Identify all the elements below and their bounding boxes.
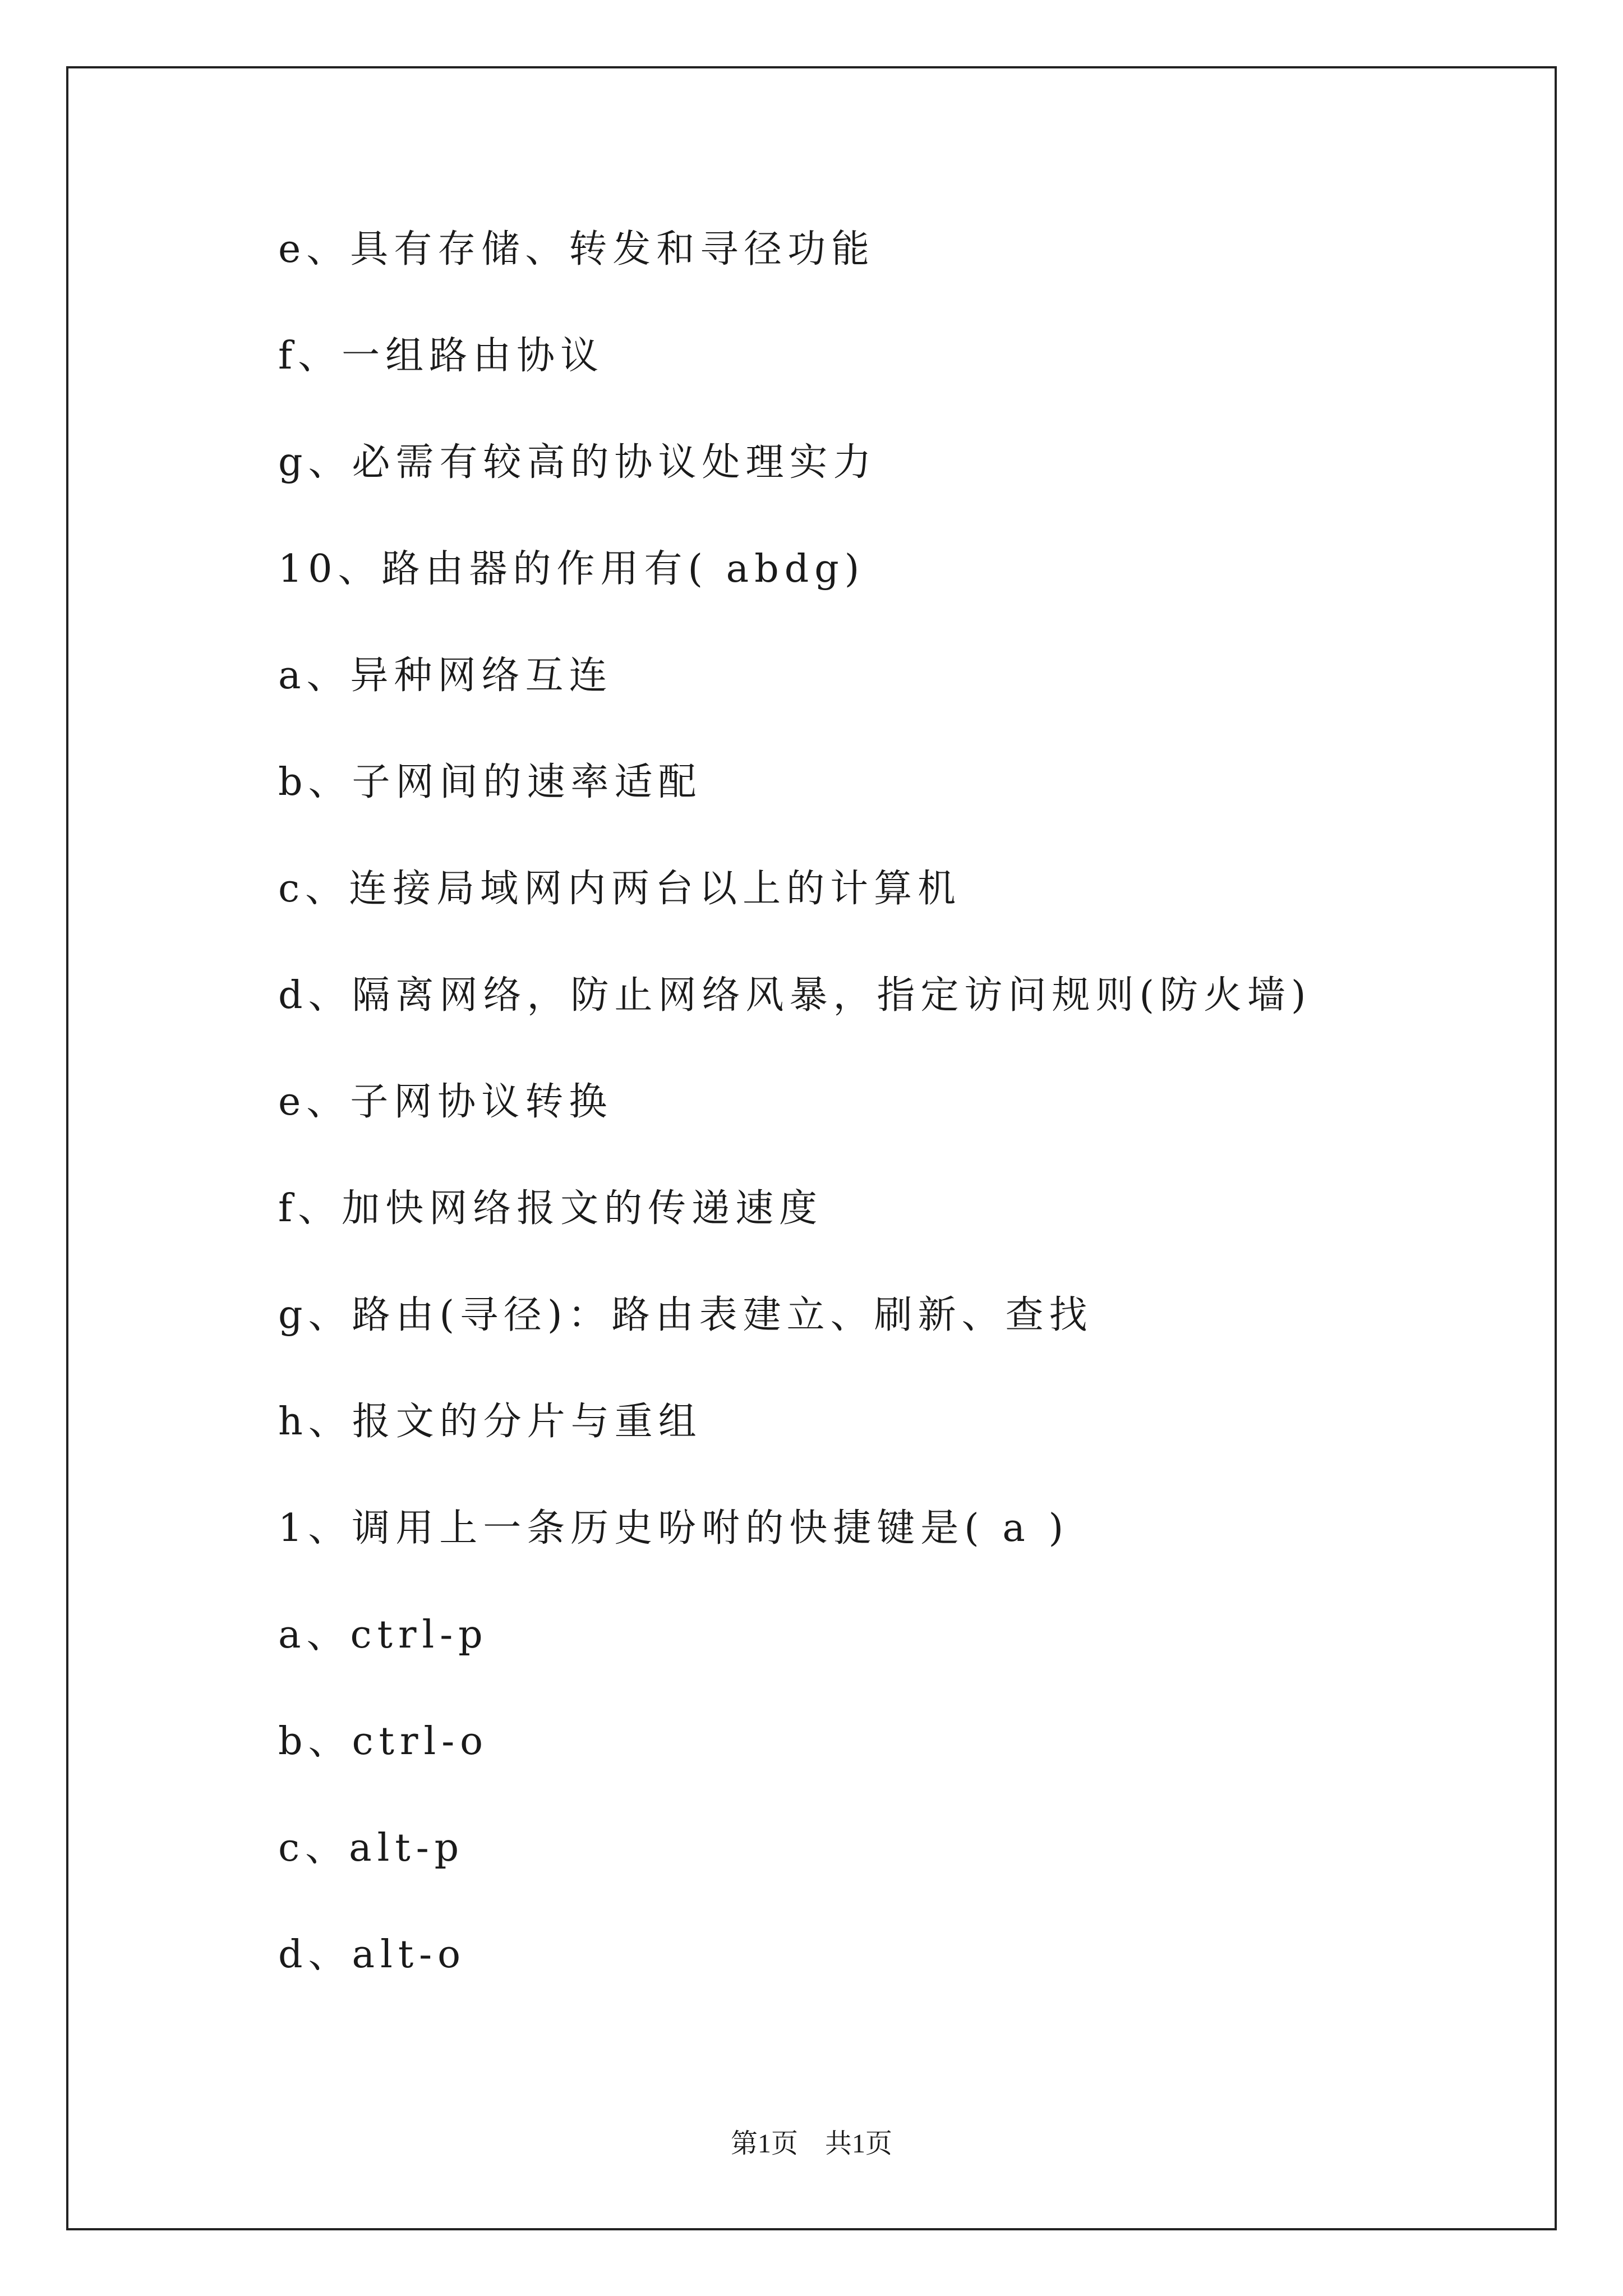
option-line: d、隔离网络，防止网络风暴，指定访问规则(防火墙) xyxy=(278,973,1312,1018)
text-line: f、一组路由协议 xyxy=(278,334,605,378)
option-line: c、连接局域网内两台以上的计算机 xyxy=(278,867,962,911)
option-line: d、alt-o xyxy=(278,1932,467,1977)
page-number-total: 共1页 xyxy=(825,2129,893,2159)
option-line: e、子网协议转换 xyxy=(278,1080,613,1124)
page-footer xyxy=(0,2127,1623,2161)
option-line: a、ctrl-p xyxy=(278,1613,488,1657)
option-line: b、ctrl-o xyxy=(278,1719,489,1764)
page-number-current: 第1页 xyxy=(730,2129,798,2159)
option-line: f、加快网络报文的传递速度 xyxy=(278,1186,823,1231)
option-line: c、alt-p xyxy=(278,1826,465,1870)
option-line: g、路由(寻径)：路由表建立、刷新、查找 xyxy=(278,1293,1093,1337)
text-line: g、必需有较高的协议处理实力 xyxy=(278,440,877,485)
text-line: e、具有存储、转发和寻径功能 xyxy=(278,227,875,272)
question-line: 1、调用上一条历史吩咐的快捷键是( a ) xyxy=(278,1506,1069,1550)
option-line: a、异种网络互连 xyxy=(278,654,613,698)
document-body xyxy=(278,222,1512,2033)
question-line: 10、路由器的作用有( abdg) xyxy=(278,547,865,591)
option-line: b、子网间的速率适配 xyxy=(278,760,702,804)
option-line: h、报文的分片与重组 xyxy=(278,1400,702,1444)
